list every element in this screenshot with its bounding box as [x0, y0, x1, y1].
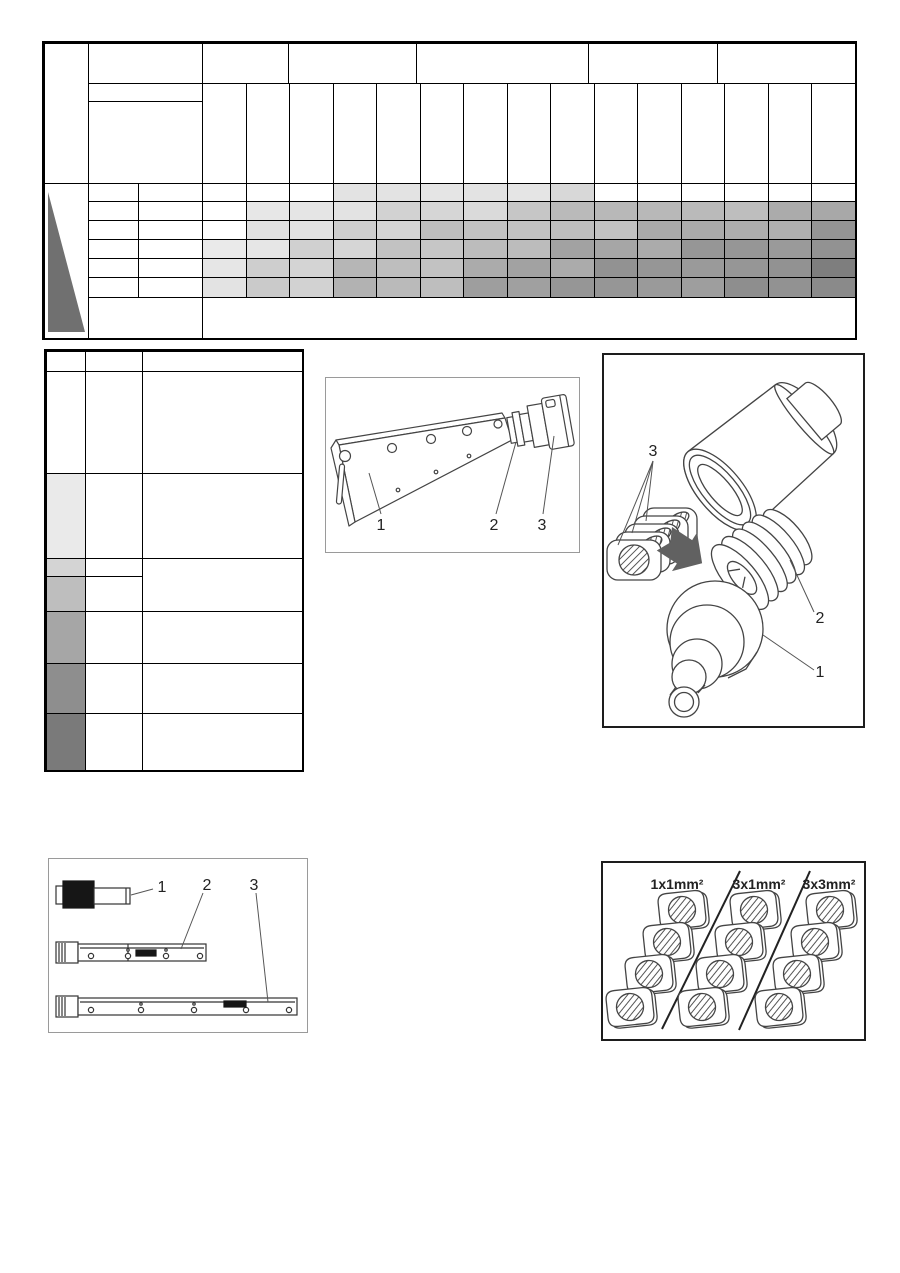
matrix-cell — [768, 220, 813, 240]
legend-cell — [85, 713, 143, 771]
legend-cell — [142, 351, 303, 372]
row-label-cell — [138, 277, 203, 298]
matrix-cell — [724, 239, 769, 259]
matrix-cell — [246, 183, 291, 202]
matrix-cell — [202, 201, 247, 221]
matrix-cell — [333, 183, 378, 202]
blade-dot — [467, 454, 471, 458]
matrix-cell — [637, 183, 682, 202]
matrix-cell — [420, 220, 465, 240]
legend-cell — [85, 371, 143, 474]
matrix-cell — [507, 239, 552, 259]
legend-cell — [46, 713, 86, 771]
matrix-cell — [507, 258, 552, 278]
callout-2: 2 — [202, 877, 212, 894]
matrix-cell — [637, 277, 682, 298]
matrix-cell — [681, 239, 726, 259]
header-cell — [288, 43, 417, 84]
row-label-cell — [138, 239, 203, 259]
matrix-cell — [202, 183, 247, 202]
row-label-cell — [88, 258, 139, 278]
row-label-cell — [138, 258, 203, 278]
matrix-cell — [420, 183, 465, 202]
matrix-cell — [202, 258, 247, 278]
matrix-cell — [333, 258, 378, 278]
legend-cell — [142, 663, 303, 714]
matrix-cell — [289, 277, 334, 298]
matrix-cell — [681, 277, 726, 298]
matrix-cell — [550, 201, 595, 221]
size-label-3x1: 3x1mm² — [732, 876, 786, 892]
row-label-cell — [138, 220, 203, 240]
matrix-cell — [681, 258, 726, 278]
legend-cell — [46, 663, 86, 714]
matrix-cell — [724, 277, 769, 298]
matrix-cell — [724, 183, 769, 202]
matrix-cell — [768, 258, 813, 278]
legend-merged-cell — [142, 558, 303, 612]
size-label-1x1: 1x1mm² — [650, 876, 704, 892]
matrix-cell — [420, 258, 465, 278]
matrix-cell — [724, 220, 769, 240]
blade-main-face — [339, 418, 512, 522]
figure-gland-exploded — [602, 353, 865, 728]
header-cell — [717, 43, 856, 84]
legend-table — [44, 349, 304, 772]
tool-long-bar — [56, 996, 297, 1017]
header-subcolumn-cell — [507, 83, 552, 184]
matrix-cell — [420, 277, 465, 298]
legend-cell — [142, 473, 303, 559]
matrix-cell — [811, 258, 856, 278]
matrix-cell — [594, 277, 639, 298]
matrix-cell — [289, 183, 334, 202]
matrix-cell — [376, 220, 421, 240]
size-label-3x3: 3x3mm² — [802, 876, 856, 892]
header-subcolumn-cell — [246, 83, 291, 184]
header-cell — [88, 43, 203, 84]
matrix-cell — [637, 220, 682, 240]
matrix-cell — [507, 277, 552, 298]
matrix-cell — [333, 277, 378, 298]
callout-2: 2 — [489, 517, 499, 534]
row-label-cell — [138, 201, 203, 221]
gland-drawing — [604, 355, 863, 726]
size-triangle-shape — [48, 192, 85, 332]
matrix-cell — [594, 258, 639, 278]
matrix-cell — [463, 220, 508, 240]
blade-hole — [340, 451, 351, 462]
matrix-cell — [463, 183, 508, 202]
matrix-cell — [420, 239, 465, 259]
matrix-cell — [507, 220, 552, 240]
matrix-cell — [376, 201, 421, 221]
row-label-cell — [88, 220, 139, 240]
matrix-cell — [768, 201, 813, 221]
header-subcolumn-cell — [463, 83, 508, 184]
matrix-cell — [246, 239, 291, 259]
matrix-cell — [420, 201, 465, 221]
tool-short-plug — [56, 881, 130, 908]
tool-medium-bar — [56, 942, 206, 963]
blade-dot — [434, 470, 438, 474]
matrix-cell — [550, 220, 595, 240]
matrix-cell — [333, 239, 378, 259]
header-subcolumn-cell — [376, 83, 421, 184]
callout-2: 2 — [815, 610, 825, 627]
matrix-cell — [594, 239, 639, 259]
matrix-cell — [246, 201, 291, 221]
matrix-cell — [333, 220, 378, 240]
matrix-cell — [376, 258, 421, 278]
callout-1: 1 — [157, 879, 167, 896]
row-label-cell — [88, 239, 139, 259]
legend-cell — [85, 611, 143, 664]
row-label-cell — [88, 183, 139, 202]
matrix-cell — [550, 258, 595, 278]
matrix-cell — [811, 277, 856, 298]
header-subcolumn-cell — [637, 83, 682, 184]
figure-seal-sizes — [601, 861, 866, 1041]
callout-3: 3 — [648, 443, 658, 460]
blade-hole — [388, 444, 397, 453]
legend-cell — [46, 351, 86, 372]
header-subcolumn-cell — [333, 83, 378, 184]
row-label-cell — [138, 183, 203, 202]
gland-cone-part — [667, 581, 763, 717]
matrix-cell — [507, 183, 552, 202]
matrix-cell — [202, 277, 247, 298]
matrix-cell — [463, 239, 508, 259]
header-cell — [44, 43, 89, 184]
matrix-cell — [811, 220, 856, 240]
matrix-cell — [376, 183, 421, 202]
blade-dot — [396, 488, 400, 492]
header-cell — [416, 43, 589, 84]
legend-cell — [46, 611, 86, 664]
matrix-cell — [289, 258, 334, 278]
legend-cell — [85, 351, 143, 372]
header-cell — [202, 43, 289, 84]
matrix-cell — [202, 239, 247, 259]
header-cell — [88, 83, 203, 102]
size-triangle — [46, 190, 88, 336]
legend-cell — [46, 371, 86, 474]
legend-cell — [85, 558, 143, 577]
matrix-cell — [681, 220, 726, 240]
callout-3: 3 — [537, 517, 547, 534]
matrix-cell — [289, 201, 334, 221]
row-label-cell — [88, 277, 139, 298]
matrix-cell — [507, 201, 552, 221]
matrix-cell — [246, 220, 291, 240]
legend-cell — [85, 473, 143, 559]
callout-1: 1 — [815, 664, 825, 681]
matrix-cell — [768, 183, 813, 202]
matrix-cell — [594, 201, 639, 221]
matrix-cell — [376, 239, 421, 259]
matrix-cell — [550, 239, 595, 259]
matrix-cell — [724, 258, 769, 278]
matrix-cell — [637, 201, 682, 221]
header-subcolumn-cell — [768, 83, 813, 184]
matrix-cell — [637, 239, 682, 259]
matrix-cell — [333, 201, 378, 221]
matrix-cell — [768, 239, 813, 259]
matrix-cell — [246, 258, 291, 278]
footer-cell — [88, 297, 203, 339]
legend-cell — [142, 713, 303, 771]
matrix-cell — [376, 277, 421, 298]
figure-blade-tool — [325, 377, 580, 553]
legend-cell — [85, 663, 143, 714]
matrix-cell — [811, 239, 856, 259]
matrix-cell — [550, 277, 595, 298]
header-subcolumn-cell — [681, 83, 726, 184]
matrix-cell — [463, 258, 508, 278]
blade-hole — [463, 427, 472, 436]
matrix-cell — [811, 183, 856, 202]
header-subcolumn-cell — [550, 83, 595, 184]
legend-cell — [142, 371, 303, 474]
matrix-cell — [463, 277, 508, 298]
header-cell — [88, 101, 203, 184]
footer-cell — [202, 297, 856, 339]
selection-table — [42, 41, 857, 340]
matrix-cell — [594, 220, 639, 240]
header-subcolumn-cell — [420, 83, 465, 184]
matrix-cell — [724, 201, 769, 221]
matrix-cell — [681, 183, 726, 202]
bar-tools-drawing — [49, 859, 307, 1032]
header-subcolumn-cell — [594, 83, 639, 184]
header-cell — [588, 43, 718, 84]
matrix-cell — [246, 277, 291, 298]
matrix-cell — [768, 277, 813, 298]
blade-hole — [427, 435, 436, 444]
blade-hole — [494, 420, 502, 428]
matrix-cell — [681, 201, 726, 221]
header-subcolumn-cell — [724, 83, 769, 184]
legend-cell — [46, 558, 86, 577]
matrix-cell — [202, 220, 247, 240]
callout-1: 1 — [376, 517, 386, 534]
legend-cell — [142, 611, 303, 664]
matrix-cell — [594, 183, 639, 202]
header-subcolumn-cell — [811, 83, 856, 184]
matrix-cell — [637, 258, 682, 278]
matrix-cell — [289, 239, 334, 259]
legend-cell — [85, 576, 143, 612]
blade-tool-drawing — [326, 378, 579, 552]
matrix-cell — [289, 220, 334, 240]
legend-cell — [46, 576, 86, 612]
callout-3: 3 — [249, 877, 259, 894]
matrix-cell — [550, 183, 595, 202]
header-subcolumn-cell — [289, 83, 334, 184]
matrix-cell — [463, 201, 508, 221]
figure-bar-tools — [48, 858, 308, 1033]
header-subcolumn-cell — [202, 83, 247, 184]
row-label-cell — [88, 201, 139, 221]
legend-cell — [46, 473, 86, 559]
seal-sizes-drawing — [603, 863, 864, 1039]
matrix-cell — [811, 201, 856, 221]
